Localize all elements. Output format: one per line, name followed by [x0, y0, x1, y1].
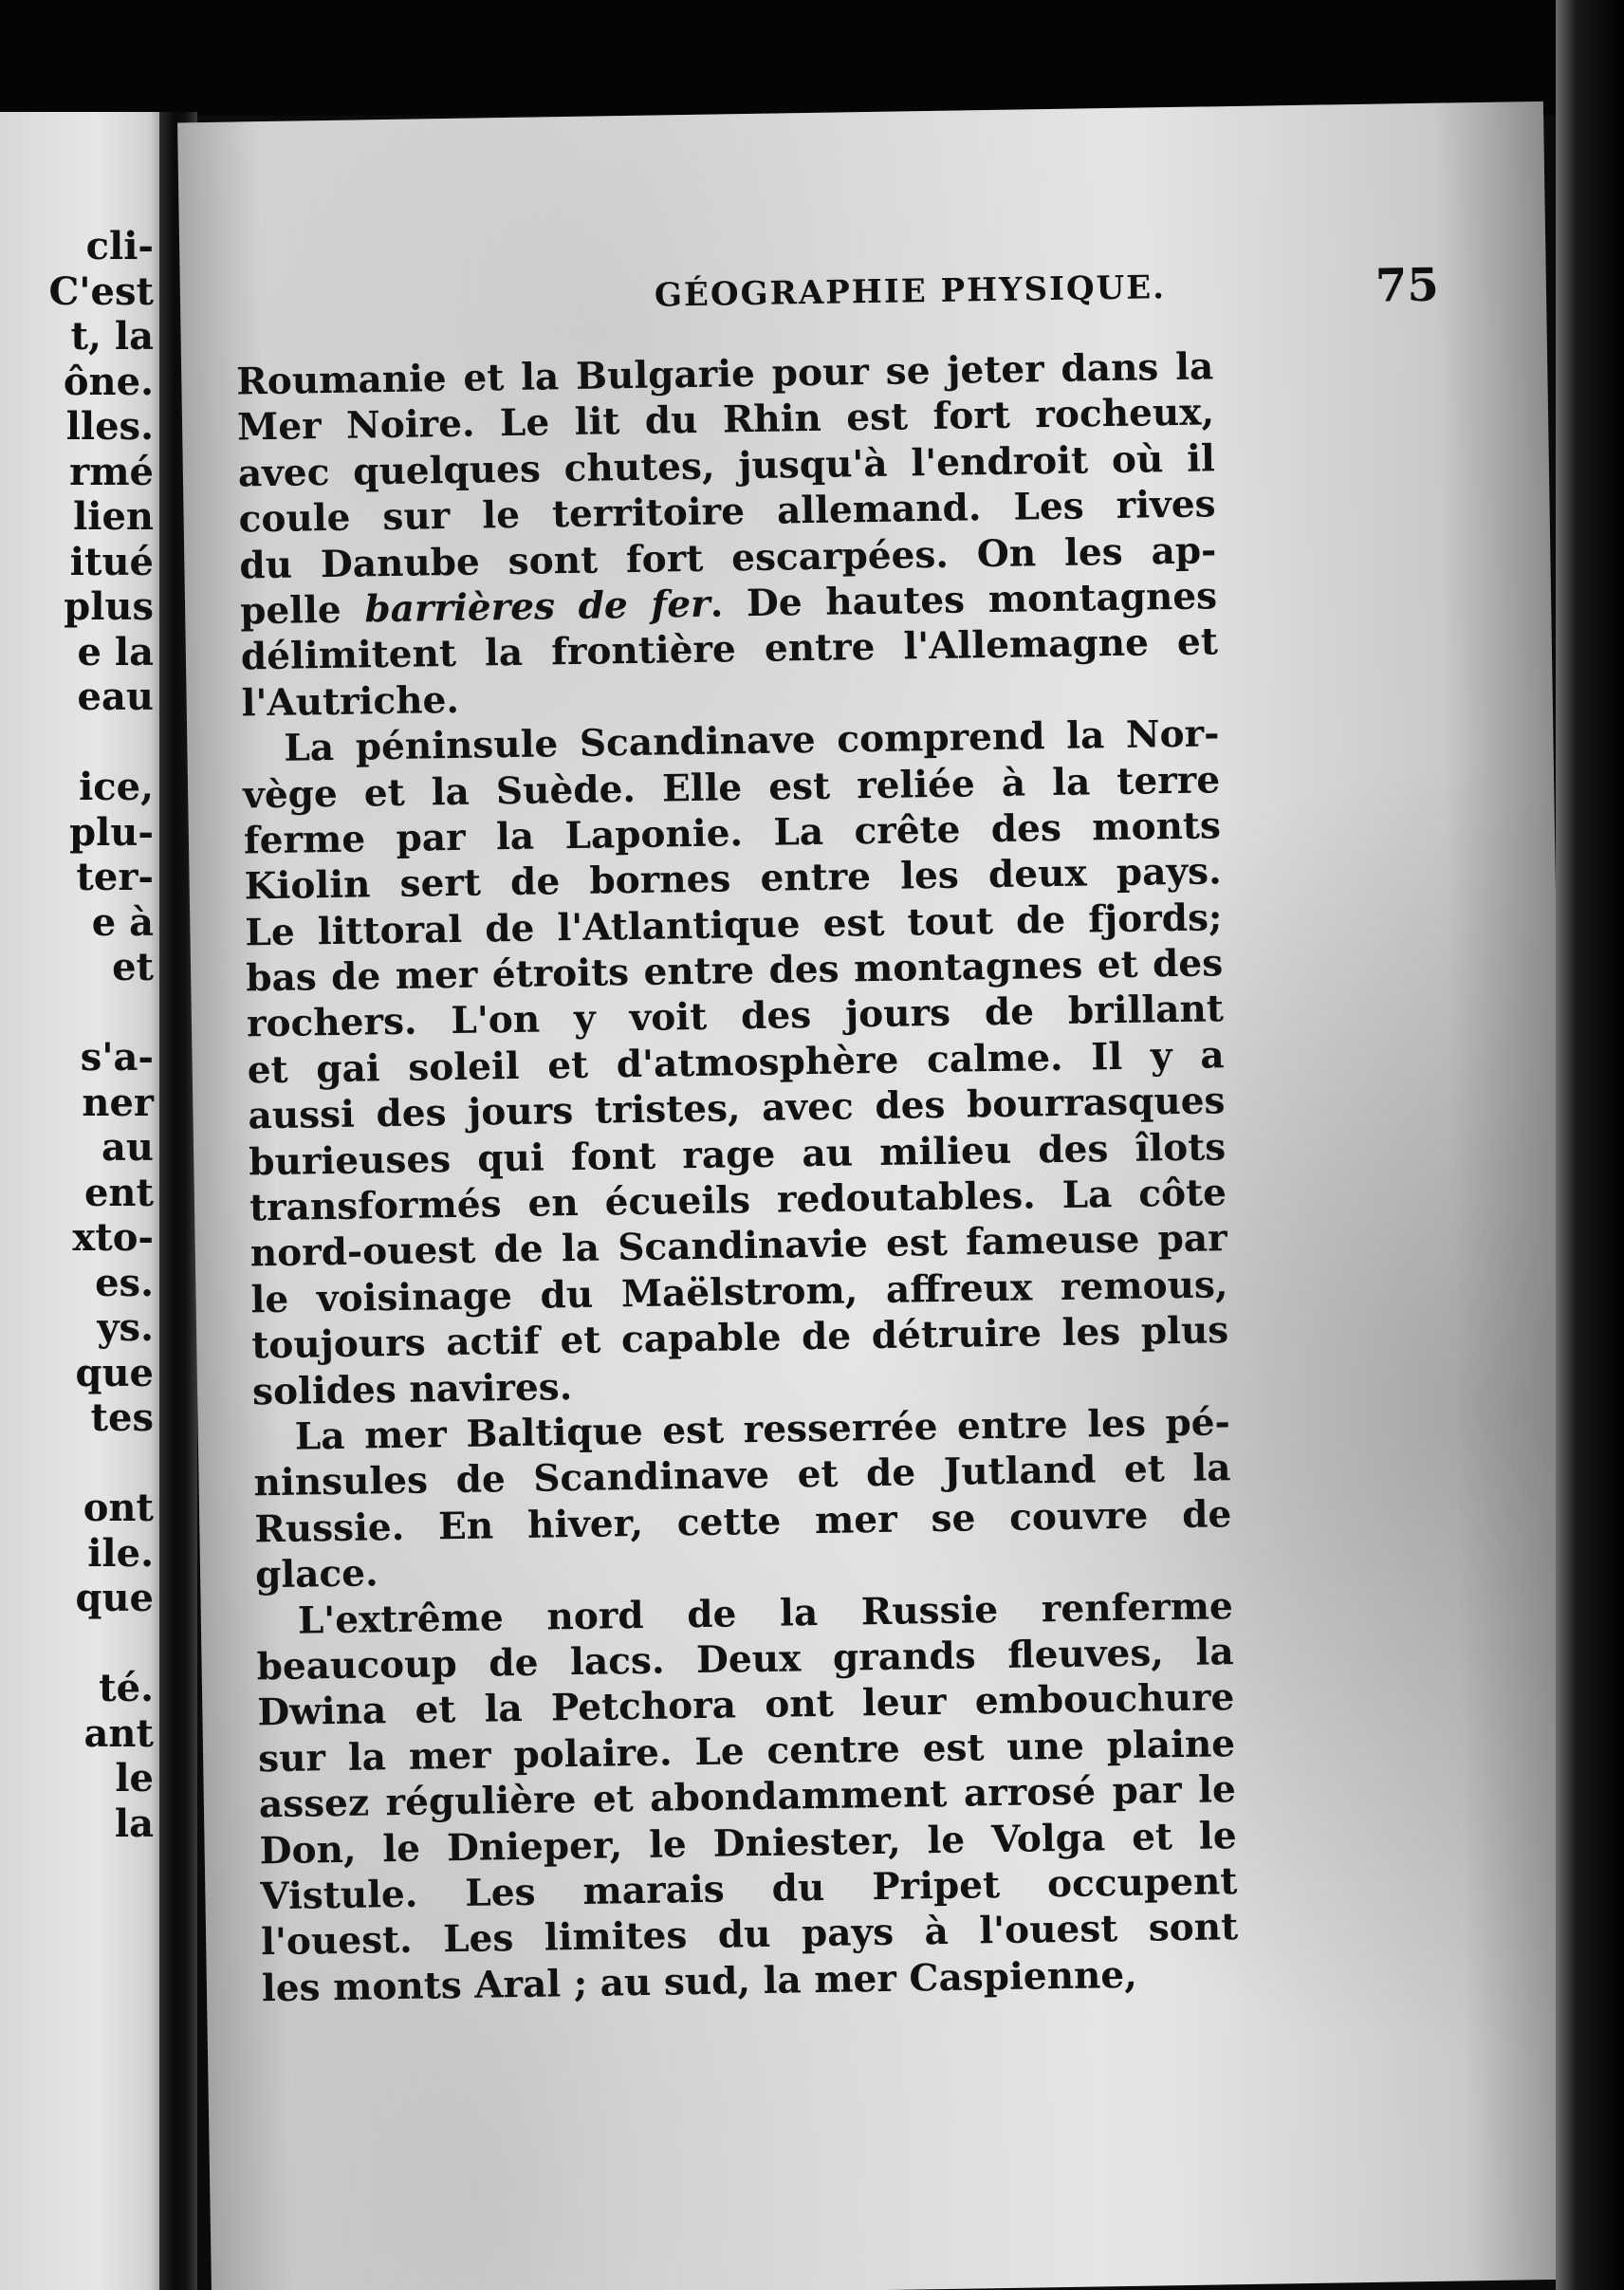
- text-line: solides navires.: [251, 1364, 573, 1413]
- left-page-line: la: [114, 1801, 154, 1846]
- text-line: Le littoral de l'Atlantique est tout de fjords;: [245, 895, 1223, 955]
- text-line: Vistule. Les marais du Pripet occupent: [260, 1859, 1238, 1919]
- text-line: ferme par la Laponie. La crête des monts: [243, 803, 1222, 863]
- text-line: burieuses qui font rage au milieu des îlots: [248, 1124, 1227, 1185]
- left-page-line: e la: [77, 629, 154, 674]
- text-line: bas de mer étroits entre des montagnes et des: [245, 941, 1224, 1001]
- left-page-line: et: [112, 945, 154, 989]
- page-number: 75: [1375, 258, 1440, 313]
- text-line: Kiolin sert de bornes entre les deux pays.: [244, 849, 1222, 909]
- left-page-line: ône.: [63, 359, 154, 404]
- left-page-line: ant: [83, 1710, 154, 1756]
- left-page-line: ter-: [76, 855, 154, 899]
- text-line: glace.: [254, 1551, 378, 1597]
- text-line: coule sur le territoire allemand. Les rives: [238, 482, 1216, 542]
- left-page-line: plu-: [69, 809, 154, 855]
- text-line: transformés en écueils redoutables. La côte: [249, 1171, 1227, 1230]
- left-page-line: tes: [90, 1395, 154, 1440]
- text-line: du Danube sont fort escarpées. On les ap-: [239, 527, 1217, 588]
- page-header: [465, 258, 1440, 315]
- paragraph: [242, 711, 1229, 1414]
- scan-border-right: [1556, 0, 1624, 2290]
- left-page-line: le: [115, 1756, 154, 1801]
- text-line: Don, le Dnieper, le Dniester, le Volga et le: [259, 1813, 1237, 1873]
- left-page-line: rmé: [69, 449, 154, 494]
- left-page-line: C'est: [48, 268, 154, 314]
- text-line: les monts Aral ; au sud, la mer Caspienne,: [261, 1952, 1138, 2010]
- text-line: La péninsule Scandinave comprend la Nor-: [284, 711, 1220, 770]
- left-page-line: au: [102, 1125, 154, 1170]
- left-facing-page: [0, 112, 163, 2290]
- left-page-line: eau: [77, 674, 154, 719]
- left-page-line: ys.: [97, 1305, 154, 1350]
- text-line: rochers. L'on y voit des jours de brillant: [246, 987, 1225, 1046]
- left-page-line: ice,: [79, 765, 154, 809]
- left-page-line: s'a-: [80, 1035, 154, 1080]
- running-head: GÉOGRAPHIE PHYSIQUE.: [654, 268, 1167, 315]
- left-page-line: xto-: [72, 1215, 154, 1260]
- text-line: le voisinage du Maëlstrom, affreux remous,: [250, 1263, 1228, 1322]
- left-page-line: cli-: [85, 224, 154, 268]
- left-page-line: ile.: [87, 1530, 154, 1576]
- text-line: toujours actif et capable de détruire les plus: [250, 1308, 1229, 1368]
- left-page-line: que: [75, 1350, 154, 1395]
- text-line: l'Autriche.: [241, 677, 460, 726]
- left-page-line: ent: [83, 1170, 154, 1215]
- text-line: La mer Baltique est resserrée entre les pé-: [294, 1400, 1231, 1459]
- text-line: avec quelques chutes, jusqu'à l'endroit où il: [237, 436, 1216, 496]
- text-line: beaucoup de lacs. Deux grands fleuves, la: [256, 1630, 1234, 1690]
- text-line: nord-ouest de la Scandinavie est fameuse par: [249, 1216, 1228, 1276]
- text-line: ninsules de Scandinave et de Jutland et la: [253, 1446, 1231, 1505]
- text-line: et gai soleil et d'atmosphère calme. Il y a: [247, 1033, 1225, 1093]
- left-page-line: té.: [99, 1666, 154, 1710]
- left-page-line: plus: [64, 584, 154, 629]
- left-page-line: e à: [91, 899, 154, 945]
- left-page-line: ont: [83, 1486, 154, 1530]
- paragraph: [252, 1399, 1232, 1598]
- scan-border-top: [0, 0, 1624, 116]
- text-line: Dwina et la Petchora ont leur embouchure: [257, 1675, 1235, 1735]
- left-page-line: lles.: [65, 404, 154, 449]
- body-text: [236, 343, 1239, 2011]
- italic-phrase: barrières de fer: [364, 582, 710, 632]
- text-line: Russie. En hiver, cette mer se couvre de: [253, 1491, 1232, 1552]
- text-line: sur la mer polaire. Le centre est une plaine: [257, 1721, 1236, 1782]
- text-line: vège et la Suède. Elle est reliée à la terre: [242, 757, 1221, 817]
- text-line: assez régulière et abondamment arrosé par le: [258, 1767, 1237, 1827]
- text-line: l'ouest. Les limites du pays à l'ouest sont: [260, 1905, 1239, 1965]
- text-line: délimitent la frontière entre l'Allemagne et: [240, 619, 1219, 679]
- left-page-line: que: [75, 1576, 154, 1620]
- text-line: aussi des jours tristes, avec des bourrasques: [248, 1079, 1226, 1138]
- text-line: Roumanie et la Bulgarie pour se jeter dans la: [235, 344, 1214, 404]
- left-page-line: es.: [95, 1260, 154, 1305]
- left-page-line: t, la: [70, 314, 154, 359]
- left-page-line: itué: [69, 539, 154, 584]
- paragraph: [255, 1583, 1239, 2012]
- text-line: L'extrême nord de la Russie renferme: [297, 1583, 1234, 1643]
- text-line: Mer Noire. Le lit du Rhin est fort rocheux,: [236, 390, 1215, 450]
- left-page-line: ner: [82, 1080, 154, 1125]
- paragraph: [236, 343, 1219, 726]
- text-line: pelle barrières de fer. De hautes montagnes: [239, 574, 1218, 634]
- left-page-line: lien: [73, 494, 154, 539]
- page-75: [177, 102, 1578, 2290]
